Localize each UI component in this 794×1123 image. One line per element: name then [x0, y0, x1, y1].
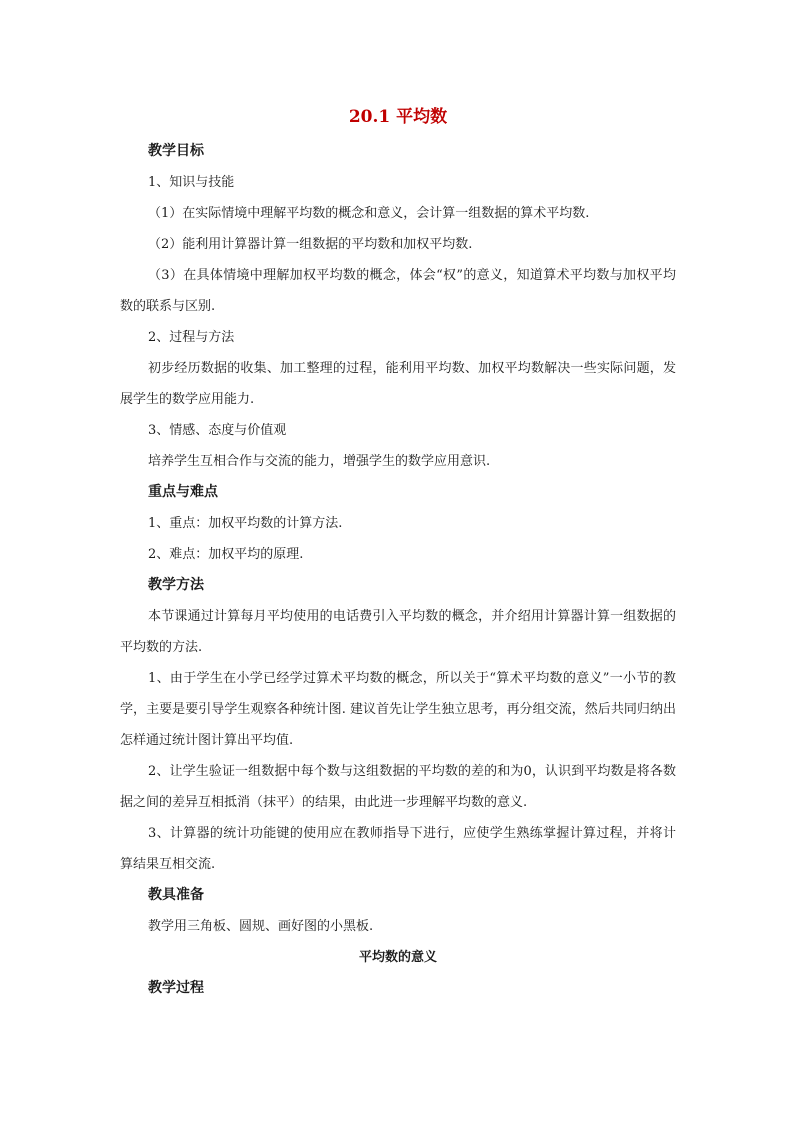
paragraph: 3、情感、态度与价值观	[148, 423, 287, 438]
paragraph: （3）在具体情境中理解加权平均数的概念，体会“权”的意义，知道算术平均数与加权平均数的联系与区别.	[120, 268, 676, 314]
paragraph: （2）能利用计算器计算一组数据的平均数和加权平均数.	[148, 237, 473, 252]
paragraph: 3、计算器的统计功能键的使用应在教师指导下进行，应使学生熟练掌握计算过程，并将计算结果互相交流.	[120, 826, 676, 872]
paragraph: 本节课通过计算每月平均使用的电话费引入平均数的概念，并介绍用计算器计算一组数据的平均数的方法.	[120, 609, 676, 655]
paragraph: 2、让学生验证一组数据中每个数与这组数据的平均数的差的和为0，认识到平均数是将各数据之间的差异互相抵消（抹平）的结果，由此进一步理解平均数的意义.	[120, 764, 676, 810]
paragraph: 初步经历数据的收集、加工整理的过程，能利用平均数、加权平均数解决一些实际问题，发展学生的数学应用能力.	[120, 361, 676, 407]
paragraph: 1、重点：加权平均数的计算方法.	[148, 516, 343, 531]
paragraph: （1）在实际情境中理解平均数的概念和意义，会计算一组数据的算术平均数.	[148, 206, 590, 221]
section-heading-process: 教学过程	[148, 980, 204, 996]
section-heading-materials: 教具准备	[148, 887, 204, 903]
subsection-title: 平均数的意义	[358, 950, 437, 965]
section-heading-methods: 教学方法	[148, 577, 204, 593]
paragraph: 教学用三角板、圆规、画好图的小黑板.	[148, 919, 374, 934]
paragraph: 培养学生互相合作与交流的能力，增强学生的数学应用意识.	[148, 454, 491, 469]
page-title: 20.1 平均数	[348, 107, 448, 127]
paragraph: 1、知识与技能	[148, 175, 235, 190]
paragraph: 1、由于学生在小学已经学过算术平均数的概念，所以关于“算术平均数的意义”一小节的教学，主要是要引导学生观察各种统计图. 建议首先让学生独立思考，再分组交流，然后共同归纳出怎样通过统计图计算出平均值.	[120, 671, 676, 748]
document-body	[120, 104, 676, 1004]
paragraph: 2、难点：加权平均的原理.	[148, 547, 304, 562]
section-heading-objectives: 教学目标	[148, 143, 204, 159]
paragraph: 2、过程与方法	[148, 330, 235, 345]
section-heading-key-points: 重点与难点	[148, 484, 218, 500]
